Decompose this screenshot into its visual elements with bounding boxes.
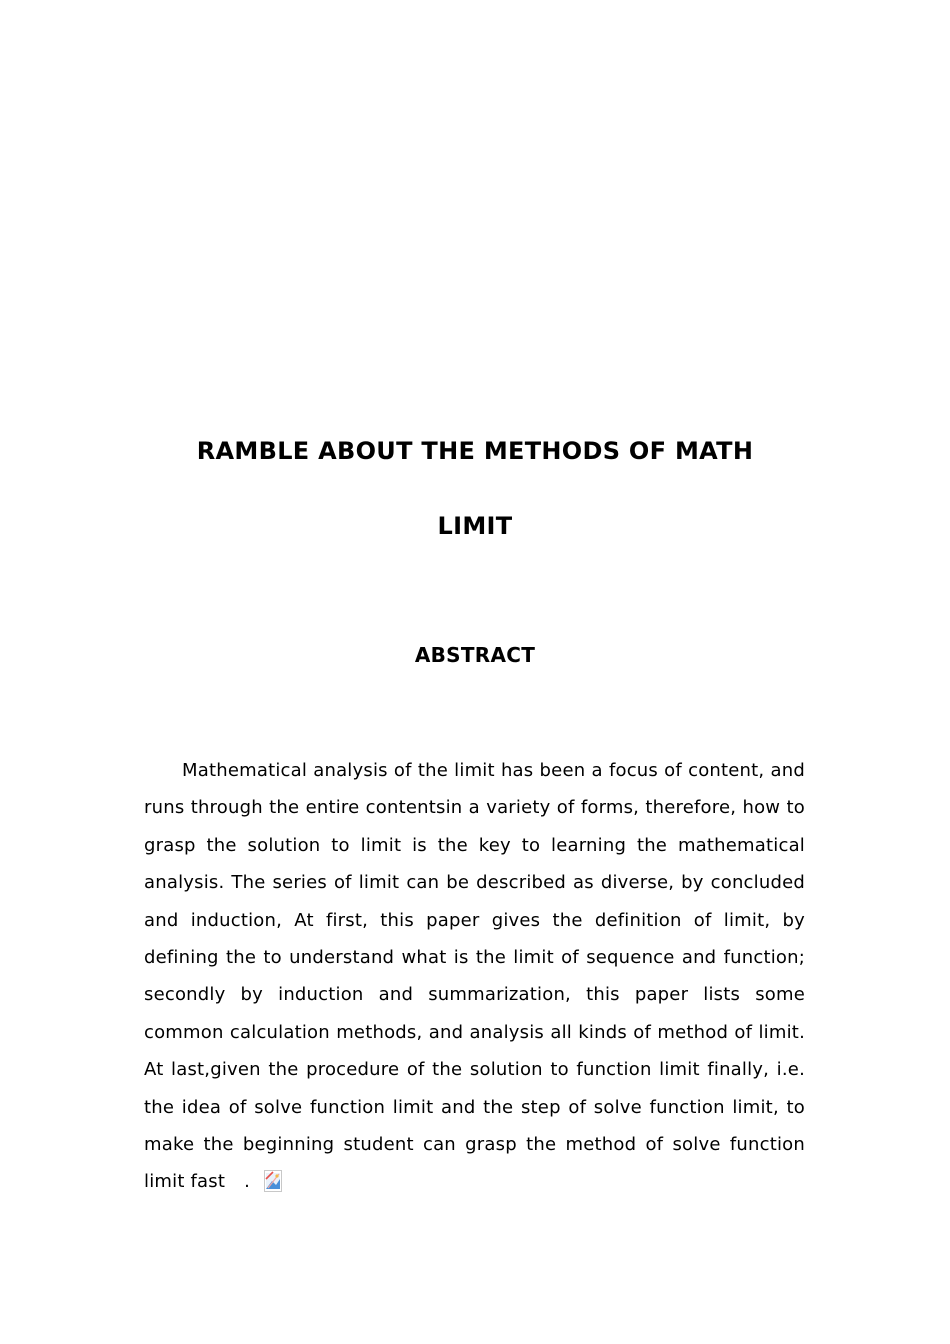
abstract-end-period: . <box>244 1171 251 1193</box>
abstract-text: Mathematical analysis of the limit has been a focus of content, and runs through the entire contentsin a variety of forms, therefore, how to grasp the solution to limit is the key to learning the mathematical analysis. The series of limit can be described as diverse, by concluded and induction, At first, this paper gives the definition of limit, by defining the to understand what is the limit of sequence and function; secondly by induction and summarization, this paper lists some common calculation methods, and analysis all kinds of method of limit. At last,given the procedure of the solution to function limit finally, i.e. the idea of solve function limit and the step of solve function limit, to make the beginning student can grasp the method of solve function limit fast <box>144 760 805 1193</box>
abstract-heading: ABSTRACT <box>414 643 536 667</box>
paper-title-line-1: RAMBLE ABOUT THE METHODS OF MATH <box>196 437 754 465</box>
paper-title-line-2: LIMIT <box>437 512 513 540</box>
abstract-paragraph <box>144 752 805 1201</box>
broken-image-icon <box>226 1168 244 1190</box>
